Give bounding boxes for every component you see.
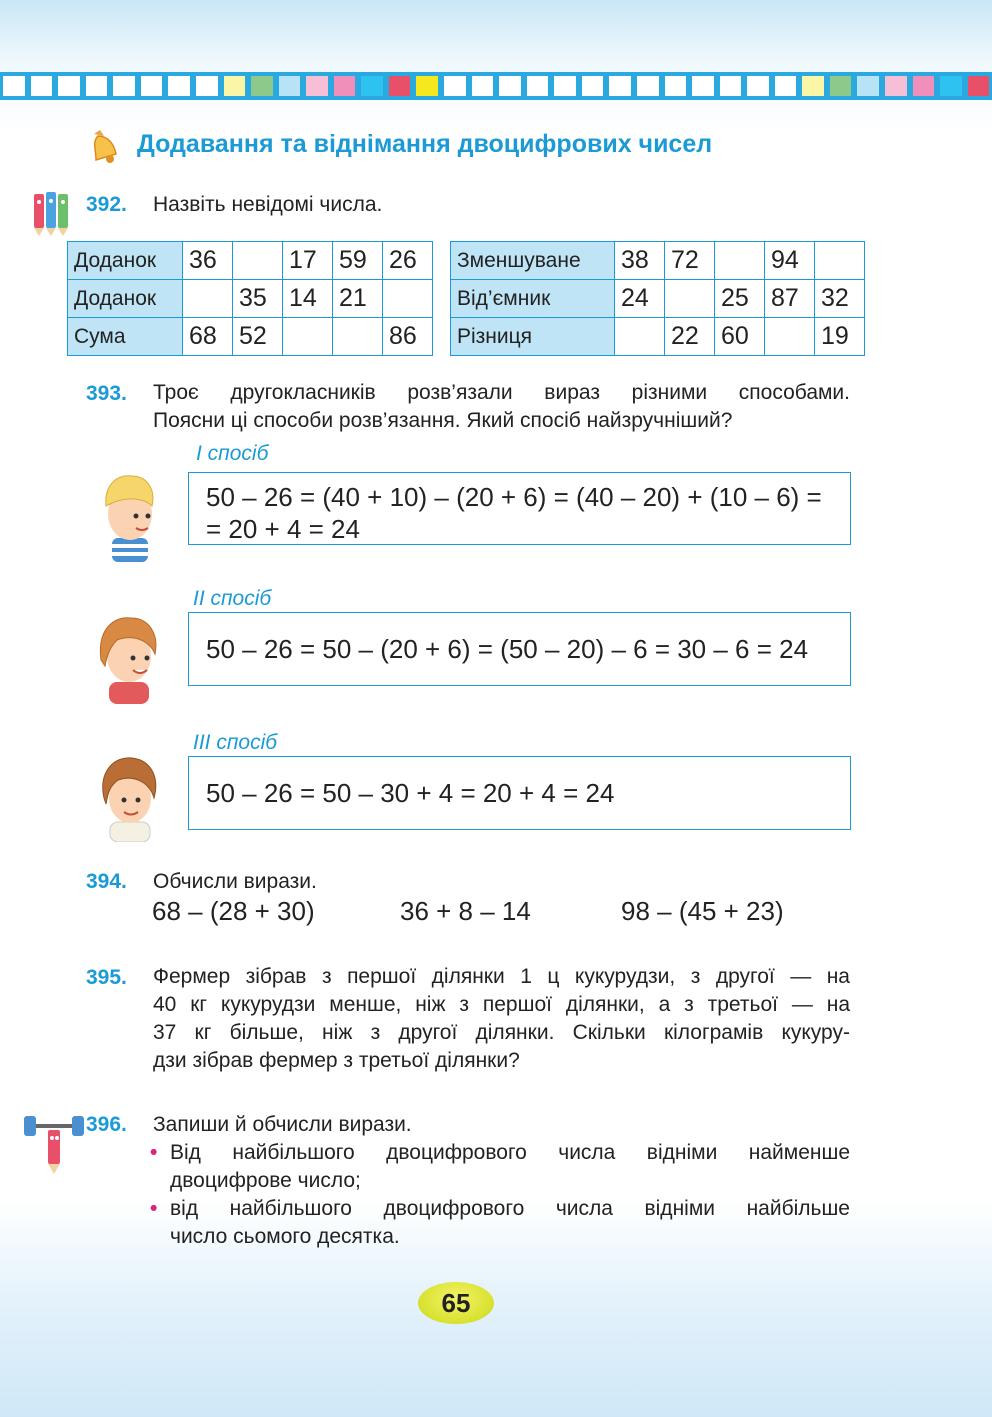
exercise-392-text: Назвіть невідомі числа. xyxy=(153,193,383,216)
strip-square xyxy=(470,74,496,98)
strip-square xyxy=(690,74,716,98)
strip-square xyxy=(525,74,551,98)
strip-square xyxy=(663,74,689,98)
exercise-395-line2: 40 кг кукурудзи менше, ніж з першої ділянки, а з третьої — на xyxy=(153,993,850,1016)
girl-icon xyxy=(93,610,163,704)
strip-square xyxy=(359,74,385,98)
bullet-1-line1: Від найбільшого двоцифрового числа відніми найменше xyxy=(170,1141,850,1164)
strip-square xyxy=(56,74,82,98)
table-cell xyxy=(765,318,815,356)
bullet-dot-icon: • xyxy=(150,1197,158,1220)
way-2-expression: 50 – 26 = 50 – (20 + 6) = (50 – 20) – 6 = 30 – 6 = 24 xyxy=(206,634,809,664)
exercise-number-394: 394. xyxy=(86,870,127,893)
exercise-394-text: Обчисли вирази. xyxy=(153,870,317,893)
strip-square xyxy=(414,74,440,98)
table-cell: 60 xyxy=(715,318,765,356)
girl-2-icon xyxy=(96,752,162,842)
decorative-strip xyxy=(0,72,992,100)
strip-square xyxy=(194,74,220,98)
expression-1: 68 – (28 + 30) xyxy=(152,896,315,926)
table-cell xyxy=(665,280,715,318)
table-cell xyxy=(615,318,665,356)
way-2-box xyxy=(188,612,851,686)
strip-square xyxy=(828,74,854,98)
strip-square xyxy=(745,74,771,98)
table-cell: 94 xyxy=(765,242,815,280)
strip-square xyxy=(166,74,192,98)
exercise-395-line3: 37 кг більше, ніж з другої ділянки. Скільки кілограмів кукуру- xyxy=(153,1021,850,1044)
strip-square xyxy=(111,74,137,98)
table-cell: 68 xyxy=(183,318,233,356)
exercise-393-line1: Троє другокласників розв’язали вираз різними способами. xyxy=(153,381,850,404)
bullet-dot-icon: • xyxy=(150,1141,158,1164)
page-title: Додавання та віднімання двоцифрових чисел xyxy=(137,130,713,158)
table-cell: Доданок xyxy=(68,280,183,318)
table-cell: 19 xyxy=(815,318,865,356)
strip-square xyxy=(552,74,578,98)
exercise-393-line2: Поясни ці способи розв’язання. Який спосіб найзручніший? xyxy=(153,409,733,432)
table-cell xyxy=(283,318,333,356)
table-row xyxy=(68,280,433,318)
strip-square xyxy=(580,74,606,98)
table-row xyxy=(451,280,865,318)
exercise-395-line4: дзи зібрав фермер з третьої ділянки? xyxy=(153,1049,520,1072)
boy-icon xyxy=(96,470,162,562)
table-cell: 52 xyxy=(233,318,283,356)
strip-square xyxy=(773,74,799,98)
strip-square xyxy=(800,74,826,98)
table-cell: 86 xyxy=(383,318,433,356)
table-cell: 21 xyxy=(333,280,383,318)
weightlifter-pencil-icon xyxy=(22,1112,86,1176)
strip-square xyxy=(938,74,964,98)
exercise-number-395: 395. xyxy=(86,966,127,989)
strip-square xyxy=(635,74,661,98)
table-cell: 38 xyxy=(615,242,665,280)
way-1-line1: 50 – 26 = (40 + 10) – (20 + 6) = (40 – 20) + (10 – 6) = xyxy=(206,482,822,512)
way-3-box xyxy=(188,756,851,830)
bullet-1-line2: двоцифрове число; xyxy=(170,1169,361,1192)
table-cell xyxy=(233,242,283,280)
table-cell: Від’ємник xyxy=(451,280,615,318)
strip-square xyxy=(1,74,27,98)
table-cell: 35 xyxy=(233,280,283,318)
exercise-396-text: Запиши й обчисли вирази. xyxy=(153,1113,412,1136)
strip-square xyxy=(139,74,165,98)
expression-2: 36 + 8 – 14 xyxy=(400,896,531,926)
strip-square xyxy=(277,74,303,98)
way-1-box xyxy=(188,472,851,545)
strip-square xyxy=(249,74,275,98)
table-row xyxy=(68,242,433,280)
table-cell: Зменшуване xyxy=(451,242,615,280)
table-cell: 17 xyxy=(283,242,333,280)
table-cell: 14 xyxy=(283,280,333,318)
table-cell: 59 xyxy=(333,242,383,280)
table-cell: 36 xyxy=(183,242,233,280)
bullet-2-line2: число сьомого десятка. xyxy=(170,1225,400,1248)
strip-square xyxy=(718,74,744,98)
table-row xyxy=(68,318,433,356)
table-cell: 32 xyxy=(815,280,865,318)
table-cell: 22 xyxy=(665,318,715,356)
strip-square xyxy=(966,74,992,98)
bell-icon xyxy=(88,128,124,166)
table-cell xyxy=(383,280,433,318)
table-row xyxy=(451,318,865,356)
table-cell: Доданок xyxy=(68,242,183,280)
bullet-2-line1: від найбільшого двоцифрового числа відніми найбільше xyxy=(170,1197,850,1220)
way-3-label: III спосіб xyxy=(193,731,278,754)
strip-square xyxy=(911,74,937,98)
table-cell: 87 xyxy=(765,280,815,318)
strip-square xyxy=(855,74,881,98)
exercise-395-line1: Фермер зібрав з першої ділянки 1 ц кукурудзи, з другої — на xyxy=(153,965,850,988)
way-3-expression: 50 – 26 = 50 – 30 + 4 = 20 + 4 = 24 xyxy=(206,778,615,808)
strip-square xyxy=(332,74,358,98)
strip-square xyxy=(607,74,633,98)
table-row xyxy=(451,242,865,280)
strip-square xyxy=(387,74,413,98)
bullet-item-1 xyxy=(150,1139,850,1195)
exercise-number-396: 396. xyxy=(86,1113,127,1136)
table-cell xyxy=(333,318,383,356)
strip-square xyxy=(222,74,248,98)
strip-square xyxy=(304,74,330,98)
table-cell: 24 xyxy=(615,280,665,318)
exercise-number-392: 392. xyxy=(86,193,127,216)
table-cell: Сума xyxy=(68,318,183,356)
table-cell: Різниця xyxy=(451,318,615,356)
way-1-label: I спосіб xyxy=(196,442,269,465)
strip-square xyxy=(29,74,55,98)
exercise-number-393: 393. xyxy=(86,382,127,405)
addition-table xyxy=(67,241,433,356)
expression-3: 98 – (45 + 23) xyxy=(621,896,784,926)
table-cell xyxy=(183,280,233,318)
strip-square xyxy=(497,74,523,98)
strip-square xyxy=(84,74,110,98)
way-2-label: II спосіб xyxy=(193,587,272,610)
bullet-item-2 xyxy=(150,1195,850,1251)
table-cell xyxy=(715,242,765,280)
strip-square xyxy=(442,74,468,98)
table-cell xyxy=(815,242,865,280)
strip-square xyxy=(883,74,909,98)
table-cell: 72 xyxy=(665,242,715,280)
page-number: 65 xyxy=(418,1282,494,1324)
pencils-icon xyxy=(24,188,84,238)
table-cell: 25 xyxy=(715,280,765,318)
subtraction-table xyxy=(450,241,865,356)
way-1-line2: = 20 + 4 = 24 xyxy=(206,514,360,544)
table-cell: 26 xyxy=(383,242,433,280)
